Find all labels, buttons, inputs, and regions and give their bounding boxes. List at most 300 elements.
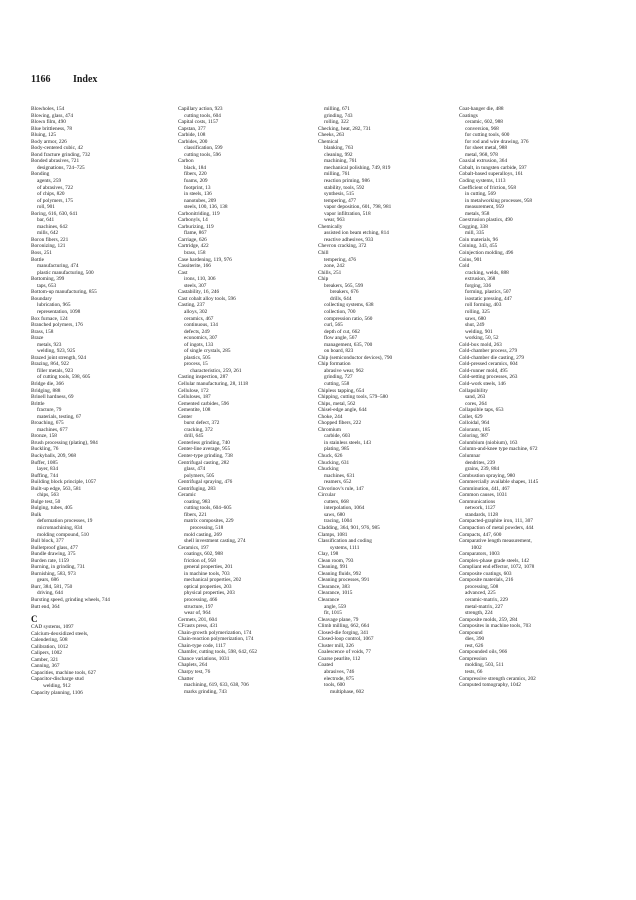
index-subentry: lubrication, 965 (37, 302, 71, 309)
index-entry: Cogging, 338 (459, 223, 488, 230)
index-entry: Collet, 629 (459, 413, 483, 420)
index-entry: Boundary (31, 295, 52, 302)
index-entry: Coining, 343, 455 (459, 243, 498, 250)
index-entry: Collapsibility (459, 387, 488, 394)
index-subentry: for sheet metal, 988 (465, 145, 508, 152)
index-subentry: machining, 619, 633, 638, 706 (184, 682, 249, 689)
index-entry: Chemically (318, 223, 343, 230)
index-entry: Chipless tapping, 654 (318, 387, 365, 394)
index-subentry: dies, 390 (465, 636, 485, 643)
index-entry: Composite coatings, 603 (459, 570, 512, 577)
index-subentry: grains, 239, 884 (465, 466, 500, 473)
index-subentry: ceramic-matrix, 229 (465, 597, 508, 604)
index-entry: Bronze, 158 (31, 433, 57, 440)
index-entry: Coated (318, 662, 334, 669)
index-entry: Capacities, machine tools, 627 (31, 669, 96, 676)
index-entry: Chvorinov's rule, 147 (318, 485, 364, 492)
index-entry: Bridge die, 366 (31, 380, 64, 387)
index-subentry: curl, 565 (324, 322, 343, 329)
index-subentry: welding, 901 (465, 328, 493, 335)
index-entry: Buckyballs, 209, 968 (31, 452, 77, 459)
index-entry: Calipers, 1002 (31, 650, 62, 657)
index-entry: Branched polymers, 176 (31, 322, 83, 329)
index-subentry: machines, 677 (37, 426, 68, 433)
index-entry: Box furnace, 124 (31, 315, 68, 322)
index-subentry: forming, plastics, 507 (465, 289, 512, 296)
index-entry: Circular (318, 492, 336, 499)
index-subentry: nanotubes, 209 (184, 197, 217, 204)
index-entry: Boron fibers, 221 (31, 236, 69, 243)
index-subentry: shut, 249 (465, 322, 485, 329)
index-subentry: milling, 671 (324, 106, 350, 112)
index-entry: Centerless grinding, 740 (178, 439, 230, 446)
index-entry: Bull block, 377 (31, 538, 64, 545)
index-subentry: molding compound, 510 (37, 531, 89, 538)
index-entry: Bundle drawing, 375 (31, 551, 76, 558)
index-subentry: tempering, 476 (324, 256, 357, 263)
index-subentry: defects, 249 (184, 328, 210, 335)
index-subentry: strength, 224 (465, 610, 493, 617)
index-subentry: collecting systems, 638 (324, 302, 374, 309)
index-entry: Calibration, 1012 (31, 643, 69, 650)
index-entry: Complex-phase grade steels, 142 (459, 557, 530, 564)
index-subentry: mills, 642 (37, 230, 59, 237)
index-subentry: conversion, 968 (465, 125, 499, 132)
index-entry: Brinell hardness, 69 (31, 394, 74, 401)
index-entry: Cleaning fluids, 992 (318, 570, 362, 577)
index-entry: Charpy test, 76 (178, 669, 211, 676)
index-subentry: classification, 599 (184, 145, 223, 152)
index-entry: Built-up edge, 563, 581 (31, 485, 82, 492)
index-entry: Carbide, 108 (178, 132, 206, 139)
index-subentry: physical properties, 203 (184, 590, 235, 597)
index-subentry: materials, testing, 67 (37, 413, 82, 420)
index-subentry: saws, 680 (465, 315, 486, 322)
index-subentry: fracture, 79 (37, 407, 62, 414)
index-entry: Choke, 244 (318, 413, 343, 420)
index-subentry: angle, 559 (324, 603, 347, 610)
index-subentry: foams, 209 (184, 178, 208, 185)
index-subentry: of abrasives, 722 (37, 184, 74, 191)
index-entry: Buckling, 76 (31, 446, 59, 453)
index-entry: Calcium-deoxidized steels, (31, 630, 89, 637)
index-entry: Cellular manufacturing, 28, 1118 (178, 380, 249, 387)
index-entry: Chisel-edge angle, 644 (318, 407, 367, 414)
index-subentry: coatings, 602, 988 (184, 551, 223, 558)
index-entry: Coextrusion plastics, 490 (459, 217, 513, 224)
index-subentry: mechanical properties, 202 (184, 577, 242, 584)
index-subentry: for rod and wire drawing, 376 (465, 138, 529, 145)
index-subentry: abrasives, 746 (324, 669, 355, 676)
index-entry: Carbonitriding, 119 (178, 210, 220, 217)
index-entry: Center (178, 413, 193, 420)
index-subentry: flame, 867 (184, 230, 207, 237)
index-subentry: synthesis, 515 (324, 191, 355, 198)
index-subentry: sand, 263 (465, 394, 486, 401)
index-subentry: cutters, 668 (324, 498, 349, 505)
index-subentry: plastics, 505 (184, 354, 211, 361)
index-entry: Bulge test, 50 (31, 498, 61, 505)
index-subentry: metal, 968, 978 (465, 151, 498, 158)
index-entry: Clean room, 793 (318, 557, 354, 564)
index-subentry: fibers, 220 (184, 171, 207, 178)
index-subentry: forging, 336 (465, 282, 492, 289)
index-entry: Compound (459, 629, 483, 636)
index-subentry: fit, 1015 (324, 610, 342, 617)
index-entry: Combustion spraying, 980 (459, 472, 516, 479)
index-subentry: standards, 1128 (465, 511, 499, 518)
index-entry: Cobalt, in tungsten carbide, 597 (459, 164, 527, 171)
index-entry: Capital costs, 1157 (178, 119, 219, 126)
index-entry: Building block principle, 1057 (31, 479, 97, 486)
index-entry: Ceramics, 197 (178, 544, 209, 551)
index-entry: Cold-runner mold, 495 (459, 367, 508, 374)
index-entry: Bursting speed, grinding wheels, 744 (31, 597, 110, 604)
index-entry: Climb milling, 662, 664 (318, 623, 370, 630)
index-entry: Bond fracture grinding, 732 (31, 151, 91, 158)
index-entry: Burr, 384, 581, 750 (31, 583, 73, 590)
index-entry: Casting inspection, 287 (178, 374, 228, 381)
index-entry: Bottom-up manufacturing, 855 (31, 289, 97, 296)
index-subentry: burst defect, 372 (184, 420, 220, 427)
index-entry: Case hardening, 119, 976 (178, 256, 232, 263)
index-subentry: electrode, 875 (324, 675, 355, 682)
index-subentry: micromachining, 834 (37, 525, 83, 531)
index-column-2 (178, 106, 318, 695)
index-subentry: blanking, 763 (324, 145, 354, 152)
index-subentry: management, 635, 700 (324, 341, 373, 348)
index-subentry: collection, 700 (324, 308, 356, 315)
index-subentry: plastic manufacturing, 500 (37, 269, 94, 276)
index-subentry: in cutting, 569 (465, 191, 496, 198)
index-entry: Coin materials, 96 (459, 236, 498, 243)
index-subentry: chips, 563 (37, 492, 59, 499)
index-subentry: assisted ion beam etching, 814 (324, 230, 389, 237)
index-subentry: of chips, 820 (37, 191, 65, 198)
index-subentry: advanced, 225 (465, 590, 496, 597)
index-entry: Comparators, 1003 (459, 551, 500, 558)
index-subentry: filler metals, 923 (37, 367, 74, 374)
index-entry: CAD systems, 1097 (31, 624, 74, 631)
index-subentry: machines, 631 (324, 472, 355, 479)
index-entry: Cold-pressed ceramics, 604 (459, 361, 518, 368)
index-subentry: cleaning, 992 (324, 151, 353, 158)
index-subentry: matrix composites, 229 (184, 518, 234, 525)
index-subentry: molding, 503, 511 (465, 662, 504, 669)
index-entry: Bulging, tubes, 405 (31, 505, 73, 512)
index-entry: Chance variations, 1031 (178, 655, 230, 662)
index-entry: Celluloses, 187 (178, 394, 211, 401)
index-entry: Compression (459, 655, 487, 662)
index-entry: Closed-loop control, 1067 (318, 636, 374, 643)
index-entry: Chain-growth polymerization, 174 (178, 629, 252, 636)
index-entry: Coatings (459, 112, 478, 119)
index-subentry: breakers, 565, 599 (324, 282, 364, 289)
index-subentry: bar, 641 (37, 217, 55, 224)
index-subentry: welding, 923, 925 (37, 348, 76, 355)
index-subentry: machining, 761 (324, 158, 357, 165)
index-entry: Bottoming, 399 (31, 276, 65, 283)
index-subentry: cutting tools, 604–605 (184, 505, 232, 512)
index-entry: Body armor, 226 (31, 138, 67, 145)
index-subentry: interpolation, 1064 (324, 505, 365, 512)
index-entry: Brazing, 864, 922 (31, 361, 69, 368)
index-entry: Cluster mill, 326 (318, 642, 354, 649)
index-entry: Brush processing (plating), 984 (31, 439, 98, 446)
index-subentry: carbide, 603 (324, 433, 351, 440)
index-entry: Bulk (31, 511, 42, 518)
index-subentry: taps, 653 (37, 282, 57, 289)
index-entry: Bonded abrasives, 721 (31, 158, 80, 165)
index-subentry: cutting, 558 (324, 380, 350, 387)
index-entry: Chills, 251 (318, 269, 342, 276)
index-subentry: cutting tools, 596 (184, 151, 221, 158)
index-entry: Compounded oils, 966 (459, 649, 508, 656)
index-entry: Column-and-knee type machine, 672 (459, 446, 538, 453)
index-entry: Chucking (318, 466, 339, 473)
index-subentry: rolling, 325 (465, 308, 490, 315)
index-subentry: marks grinding, 743 (184, 688, 227, 695)
index-entry: Castability, 16, 246 (178, 289, 220, 296)
index-entry: Broaching, 675 (31, 420, 64, 427)
index-entry: Burnishing, 583, 973 (31, 570, 76, 577)
index-subentry: rolling, 322 (324, 119, 349, 126)
index-entry: Classification and coding (318, 538, 372, 545)
index-entry: Cheeks, 263 (318, 132, 345, 139)
index-subentry: abrasive wear, 962 (324, 367, 364, 374)
index-entry: Communications (459, 498, 496, 505)
index-entry: Coaxial extrusion, 364 (459, 158, 508, 165)
index-subentry: economics, 307 (184, 335, 218, 342)
index-entry: Chill (318, 250, 329, 257)
index-subentry: coating, 983 (184, 498, 211, 505)
index-entry: Brittle (31, 400, 45, 407)
index-subentry: glass, 474 (184, 466, 206, 473)
index-entry: Carbonyls, 14 (178, 217, 208, 224)
section-letter: C (31, 614, 38, 625)
index-entry: Bluing, 125 (31, 132, 57, 139)
index-subentry: of ingots, 133 (184, 341, 214, 348)
index-entry: Bulletproof glass, 477 (31, 544, 78, 551)
index-entry: Compressive strength ceramics, 202 (459, 675, 536, 682)
index-subentry: steels, 307 (184, 282, 207, 289)
index-subentry: isostatic pressing, 447 (465, 295, 512, 302)
index-entry: Coding systems, 1113 (459, 178, 506, 185)
index-entry: Cast (178, 269, 188, 276)
index-subentry: tempering, 477 (324, 197, 357, 204)
index-entry: Carburizing, 119 (178, 223, 214, 230)
index-subentry: in steels, 136 (184, 191, 212, 198)
index-entry: Columbium (niobium), 163 (459, 439, 518, 446)
index-entry: CFcasts press, 431 (178, 623, 218, 630)
index-subentry: processing, 508 (465, 583, 499, 590)
index-column-4 (459, 106, 599, 689)
index-subentry: brass, 158 (184, 250, 206, 257)
index-entry: Buffer, 1085 (31, 459, 58, 466)
index-entry: Cast cobalt alloy tools, 596 (178, 295, 236, 302)
index-subentry: continuous, 134 (184, 322, 218, 329)
index-subentry: depth of cut, 662 (324, 328, 360, 335)
index-subentry: vapor infiltration, 518 (324, 210, 371, 217)
index-subentry: of single crystals, 285 (184, 348, 231, 355)
index-subentry: in machine tools, 703 (184, 570, 230, 577)
index-entry: Boronizing, 121 (31, 243, 66, 250)
index-entry: Compacts, 447, 600 (459, 531, 502, 538)
index-subentry: mill, 335 (465, 230, 485, 237)
index-subentry: fibers, 221 (184, 511, 207, 518)
index-subentry: in stainless steels, 143 (324, 439, 372, 446)
index-entry: Carbides, 200 (178, 138, 208, 145)
index-entry: Chopped fibers, 222 (318, 420, 362, 427)
index-subentry: saws, 680 (324, 511, 345, 518)
index-entry: Chip formation (318, 361, 351, 368)
index-entry: Buffing, 744 (31, 472, 58, 479)
index-entry: Chaplets, 264 (178, 662, 208, 669)
index-subentry: plating, 985 (324, 446, 350, 453)
index-entry: Checking, heat, 282, 731 (318, 125, 371, 132)
index-subentry: metals, 923 (37, 341, 62, 348)
index-entry: Chips, metal, 562 (318, 400, 356, 407)
index-entry: Cermets, 201, 604 (178, 616, 217, 623)
index-entry: Compliant end effector, 1072, 1078 (459, 564, 535, 571)
index-entry: Coins, 901 (459, 256, 482, 263)
index-entry: Cemented carbides, 596 (178, 400, 230, 407)
index-subentry: zone, 242 (324, 263, 345, 270)
index-subentry: rest, 626 (465, 642, 484, 649)
index-subentry: optical properties, 203 (184, 583, 232, 590)
index-entry: Cellulose, 172 (178, 387, 209, 394)
index-entry: Chucking, 631 (318, 459, 350, 466)
index-entry: Blowing, glass, 474 (31, 112, 74, 119)
index-subentry: processing, 518 (190, 525, 224, 531)
index-entry: Calendering, 508 (31, 637, 68, 644)
index-subentry: cores, 264 (465, 400, 487, 407)
index-entry: Cold-chamber process, 279 (459, 348, 518, 355)
index-subentry: shell investment casting, 274 (184, 538, 246, 545)
index-subentry: wear, 963 (324, 217, 345, 224)
index-entry: Cassiterite, 166 (178, 263, 211, 270)
index-subentry: process, 15 (184, 361, 208, 368)
index-entry: Cleaning, 991 (318, 564, 348, 571)
index-entry: Capacity planning, 1106 (31, 689, 83, 696)
index-entry: Centrifugal casting, 282 (178, 459, 230, 466)
index-entry: Chip (318, 276, 329, 283)
index-entry: Chuck, 626 (318, 452, 343, 459)
index-entry: Cobalt-based superalloys, 161 (459, 171, 523, 178)
index-entry: Cold-setting processes, 263 (459, 374, 518, 381)
index-entry: Cleavage plane, 79 (318, 616, 359, 623)
index-subentry: vapor deposition, 601, 798, 981 (324, 204, 392, 211)
index-entry: Coinjection molding, 496 (459, 250, 514, 257)
index-entry: Camber, 321 (31, 656, 59, 663)
index-entry: Coefficient of friction, 958 (459, 184, 516, 191)
index-entry: Comparative length measurement, (459, 538, 532, 545)
index-entry: Composite molds, 259, 284 (459, 616, 518, 623)
index-entry: Compacted-graphite iron, 111, 307 (459, 518, 533, 525)
index-column-3 (318, 106, 458, 695)
index-entry: Clearance, 1015 (318, 590, 353, 597)
index-entry: Casting, 237 (178, 302, 205, 309)
index-subentry: 1002 (471, 544, 482, 551)
index-entry: Chromium (318, 426, 341, 433)
index-subentry: grinding, 727 (324, 374, 353, 381)
index-subentry: agents, 259 (37, 178, 62, 185)
index-entry: Bottle (31, 256, 44, 263)
index-subentry: on board, 823 (324, 348, 354, 355)
index-subentry: representation, 1098 (37, 308, 81, 315)
index-subentry: wear of, 964 (184, 610, 211, 617)
page-header (31, 74, 97, 85)
index-entry: Ceramic (178, 492, 196, 499)
index-subentry: friction of, 958 (184, 557, 216, 564)
index-entry: Burden rate, 1159 (31, 557, 69, 564)
index-entry: Cartridge, 422 (178, 243, 209, 250)
index-subentry: tests, 66 (465, 669, 483, 676)
index-entry: Cladding, 364, 901, 976, 985 (318, 525, 380, 531)
index-entry: Chipping, cutting tools, 579–580 (318, 394, 388, 401)
index-subentry: grinding, 743 (324, 112, 353, 119)
index-entry: Cold-box mold, 263 (459, 341, 502, 348)
index-entry: Blue brittleness, 78 (31, 125, 73, 132)
index-subentry: tools, 600 (324, 682, 345, 689)
index-subentry: stability, tools, 592 (324, 184, 365, 191)
index-entry: Boss, 251 (31, 250, 52, 257)
index-subentry: milling, 761 (324, 171, 350, 178)
index-subentry: cracking, welds, 888 (465, 269, 509, 276)
index-subentry: reamers, 652 (324, 479, 352, 486)
index-subentry: reaction priming, 986 (324, 178, 370, 185)
index-entry: Blown film, 490 (31, 119, 66, 126)
index-entry: Chamfer, cutting tools, 598, 642, 652 (178, 649, 258, 656)
index-entry: Columnar (459, 452, 481, 459)
index-entry: Chip (semiconductor devices), 790 (318, 354, 393, 361)
index-entry: Center-line average, 955 (178, 446, 231, 453)
index-entry: Common causes, 1031 (459, 492, 508, 499)
index-subentry: mechanical polishing, 749, 819 (324, 164, 391, 171)
index-subentry: breakers, 676 (330, 289, 359, 296)
index-entry: Colorants, 185 (459, 426, 491, 433)
index-subentry: roll, 901 (37, 204, 55, 211)
index-entry: Closed-die forging, 341 (318, 629, 369, 636)
index-entry: Colloidal, 964 (459, 420, 490, 427)
index-entry: Coat-hanger die, 488 (459, 106, 504, 112)
index-subentry: welding, 912 (43, 683, 71, 690)
index-entry: Capacitor-discharge stud (31, 676, 84, 683)
index-column-1 (31, 106, 171, 696)
index-subentry: characteristics, 259, 261 (190, 367, 242, 374)
index-subentry: ceramic, 602, 988 (465, 119, 503, 126)
index-entry: Composite materials, 216 (459, 577, 514, 584)
index-entry: Chemical (318, 138, 339, 145)
index-subentry: metal-matrix, 227 (465, 603, 503, 610)
index-subentry: of cutting tools, 598, 605 (37, 374, 91, 381)
index-subentry: network, 1127 (465, 505, 496, 512)
index-entry: Blowholes, 154 (31, 106, 65, 112)
index-entry: Composites in machine tools, 703 (459, 623, 531, 630)
index-entry: Capillary action, 923 (178, 106, 223, 112)
index-subentry: drills, 644 (330, 295, 352, 302)
index-subentry: working, 50, 52 (465, 335, 499, 342)
index-entry: Body-centered cubic, 42 (31, 145, 83, 152)
index-subentry: gears, 686 (37, 577, 59, 584)
index-subentry: alloys, 302 (184, 308, 208, 315)
index-subentry: footprint, 13 (184, 184, 211, 191)
index-subentry: structure, 197 (184, 603, 214, 610)
index-subentry: of polymers, 175 (37, 197, 74, 204)
index-entry: Coarse pearlite, 112 (318, 655, 361, 662)
index-subentry: reactive adhesives, 933 (324, 236, 374, 243)
index-subentry: cutting tools, 604 (184, 112, 221, 119)
